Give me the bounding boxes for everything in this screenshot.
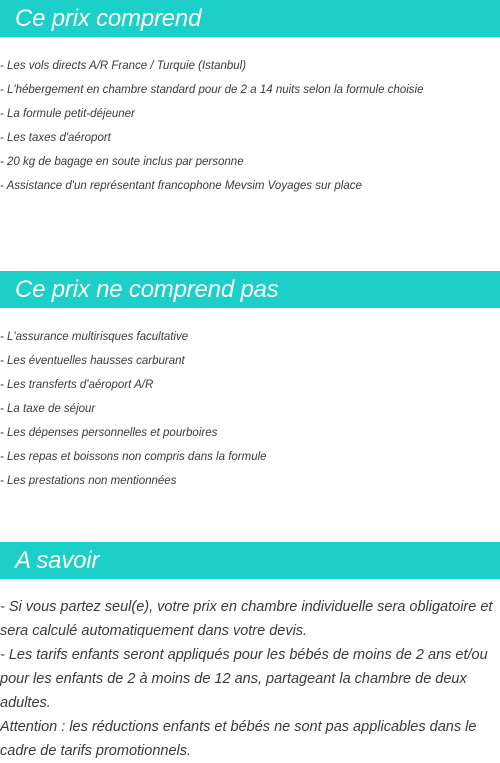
list-item: - Les prestations non mentionnées	[0, 475, 177, 487]
list-item: - Les repas et boissons non compris dans la formule	[0, 451, 267, 463]
list-item: - L'assurance multirisques facultative	[0, 331, 189, 343]
list-item: - Les éventuelles hausses carburant	[0, 355, 185, 367]
included-section-title: Ce prix comprend	[0, 0, 500, 37]
savoir-paragraph-single: - Si vous partez seul(e), votre prix en chambre individuelle sera obligatoire et sera calculé automatiquement dans votre devis.	[0, 599, 493, 639]
list-item: - La formule petit-déjeuner	[0, 108, 135, 120]
excluded-list	[0, 325, 500, 493]
list-item: - Les transferts d'aéroport A/R	[0, 379, 154, 391]
savoir-paragraph-attention: Attention : les réductions enfants et bébés ne sont pas applicables dans le cadre de tarifs promotionnels.	[0, 719, 477, 759]
included-section	[0, 0, 500, 198]
savoir-paragraph-children: - Les tarifs enfants seront appliqués pour les bébés de moins de 2 ans et/ou pour les enfants de 2 à moins de 12 ans, partageant la chambre de deux adultes.	[0, 647, 488, 711]
savoir-body	[0, 595, 500, 763]
list-item: - 20 kg de bagage en soute inclus par personne	[0, 156, 244, 168]
list-item: - L'hébergement en chambre standard pour de 2 a 14 nuits selon la formule choisie	[0, 84, 424, 96]
included-list	[0, 54, 500, 198]
savoir-section	[0, 542, 500, 763]
excluded-section	[0, 271, 500, 493]
savoir-section-title: A savoir	[0, 542, 500, 579]
list-item: - Les taxes d'aéroport	[0, 132, 111, 144]
list-item: - La taxe de séjour	[0, 403, 96, 415]
excluded-section-title: Ce prix ne comprend pas	[0, 271, 500, 308]
list-item: - Les vols directs A/R France / Turquie (Istanbul)	[0, 60, 247, 72]
list-item: - Assistance d'un représentant francophone Mevsim Voyages sur place	[0, 180, 362, 192]
list-item: - Les dépenses personnelles et pourboires	[0, 427, 218, 439]
